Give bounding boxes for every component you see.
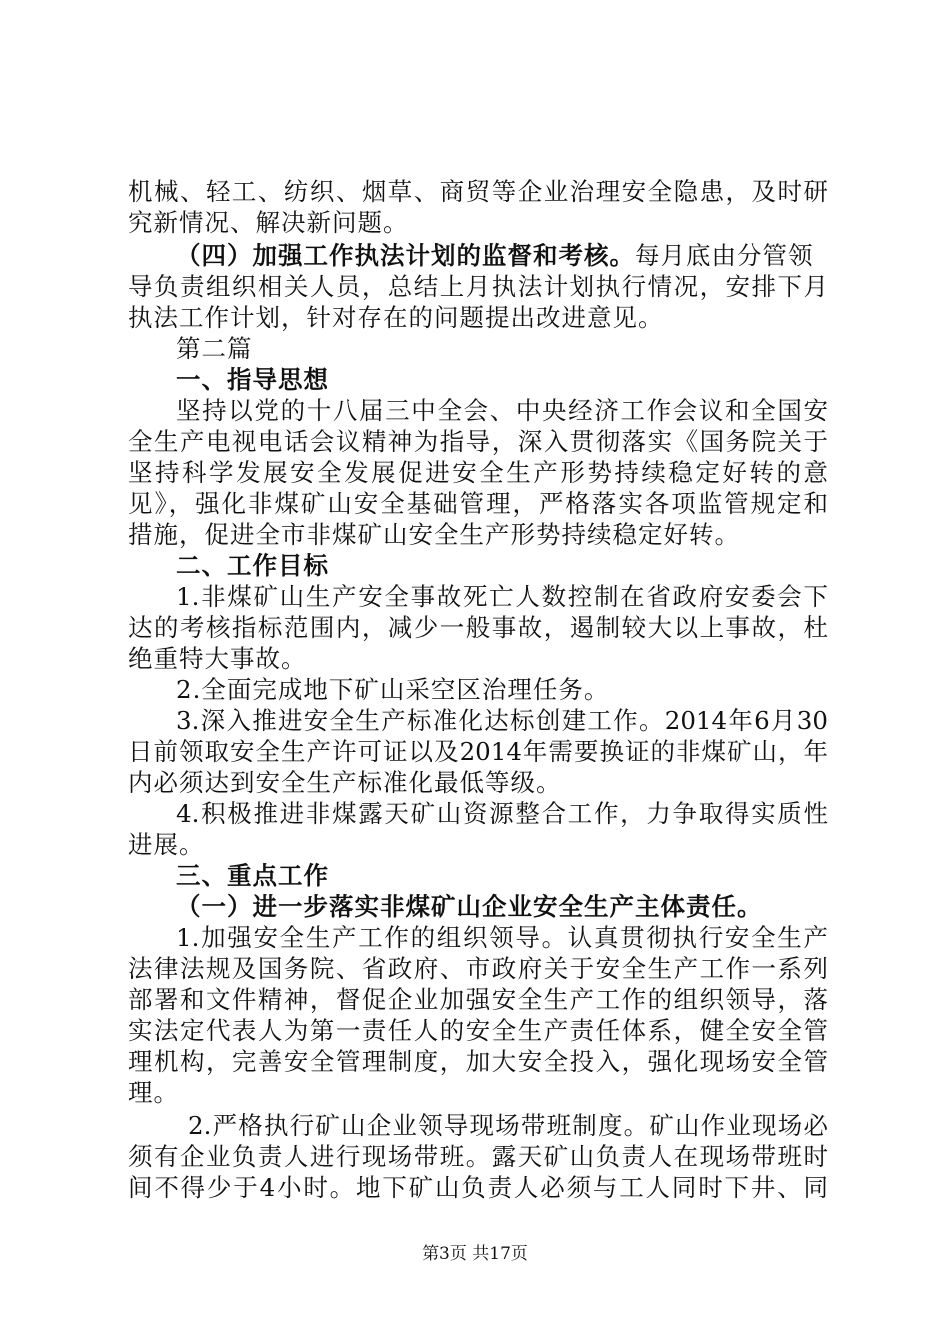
paragraph-line: 执法工作计划，针对存在的问题提出改进意见。: [128, 303, 664, 332]
paragraph-line: 理机构，完善安全管理制度，加大安全投入，强化现场安全管: [128, 1047, 828, 1076]
paragraph-line: 3.深入推进安全生产标准化达标创建工作。2014年6月30: [176, 706, 828, 735]
paragraph-line: 内必须达到安全生产标准化最低等级。: [128, 768, 562, 797]
paragraph-line: 须有企业负责人进行现场带班。露天矿山负责人在现场带班时: [128, 1142, 828, 1171]
paragraph-line: 理。: [128, 1078, 179, 1107]
paragraph-line: 部署和文件精神，督促企业加强安全生产工作的组织领导，落: [128, 985, 828, 1014]
subsection-heading: （一）进一步落实非煤矿山企业安全生产主体责任。: [176, 892, 763, 921]
section-heading: 一、指导思想: [176, 365, 329, 394]
paragraph-line: 法律法规及国务院、省政府、市政府关于安全生产工作一系列: [128, 954, 828, 983]
part-title: 第二篇: [176, 334, 253, 363]
paragraph-line: 间不得少于4小时。地下矿山负责人必须与工人同时下井、同: [128, 1173, 828, 1202]
paragraph-text: 每月底由分管领: [635, 241, 814, 270]
paragraph-line-heading: [176, 240, 828, 272]
paragraph-line: 日前领取安全生产许可证以及2014年需要换证的非煤矿山，年: [128, 737, 828, 766]
paragraph-line: 机械、轻工、纺织、烟草、商贸等企业治理安全隐患，及时研: [128, 177, 828, 206]
paragraph-line: 导负责组织相关人员，总结上月执法计划执行情况，安排下月: [128, 272, 828, 301]
paragraph-line: 达的考核指标范围内，减少一般事故，遏制较大以上事故，杜: [128, 613, 828, 642]
paragraph-line: 实法定代表人为第一责任人的安全生产责任体系，健全安全管: [128, 1016, 828, 1045]
paragraph-line: 2.严格执行矿山企业领导现场带班制度。矿山作业现场必: [188, 1111, 828, 1140]
paragraph-line: 进展。: [128, 830, 205, 859]
paragraph-line: 4.积极推进非煤露天矿山资源整合工作，力争取得实质性: [176, 799, 828, 828]
paragraph-line: 坚持科学发展安全发展促进安全生产形势持续稳定好转的意: [128, 458, 828, 487]
paragraph-line: 2.全面完成地下矿山采空区治理任务。: [176, 675, 610, 704]
paragraph-line: 坚持以党的十八届三中全会、中央经济工作会议和全国安: [176, 396, 828, 425]
paragraph-line: 措施，促进全市非煤矿山安全生产形势持续稳定好转。: [128, 520, 740, 549]
paragraph-line: 全生产电视电话会议精神为指导，深入贯彻落实《国务院关于: [128, 427, 828, 456]
section-heading: 二、工作目标: [176, 551, 329, 580]
paragraph-line: 绝重特大事故。: [128, 644, 307, 673]
page-number-footer: 第3页 共17页: [422, 1244, 528, 1264]
paragraph-line: 究新情况、解决新问题。: [128, 208, 409, 237]
paragraph-line: 1.非煤矿山生产安全事故死亡人数控制在省政府安委会下: [176, 582, 828, 611]
paragraph-line: 见》，强化非煤矿山安全基础管理，严格落实各项监管规定和: [128, 489, 828, 518]
section-heading-inline: （四）加强工作执法计划的监督和考核。: [176, 241, 635, 270]
paragraph-line: 1.加强安全生产工作的组织领导。认真贯彻执行安全生产: [176, 923, 828, 952]
section-heading: 三、重点工作: [176, 861, 329, 890]
